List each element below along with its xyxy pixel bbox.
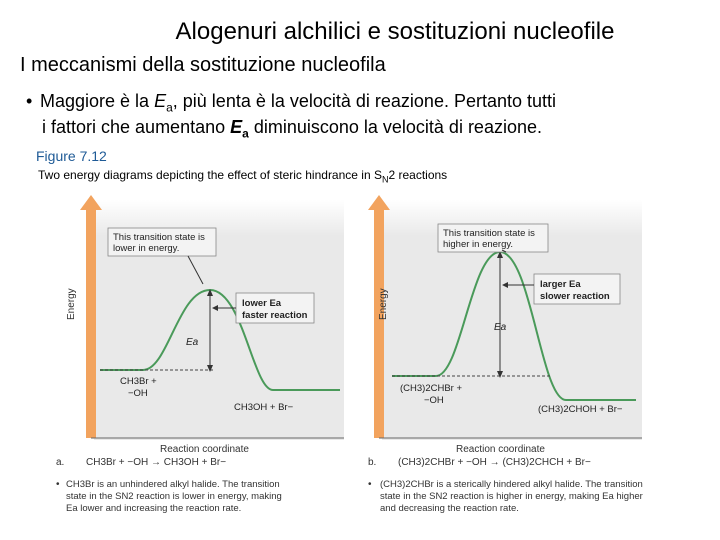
reactants-a-line-1: CH3Br + [120,376,157,387]
note-bullet-b: • [368,479,372,490]
products-a: CH3OH + Br− [234,402,294,413]
axis-label-energy-b: Energy [378,288,389,320]
reactants-b-line-1: (CH3)2CHBr + [400,383,463,394]
equation-a: CH3Br + −OH → CH3OH + Br− [86,457,227,468]
ea-label-a: Ea [186,337,199,348]
reactants-a-line-2: −OH [128,388,148,399]
note-b-line-2: state in the SN2 reaction is higher in energy, making Ea higher [380,491,643,502]
ea-label-b: Ea [494,322,507,333]
products-b: (CH3)2CHOH + Br− [538,404,623,415]
energy-diagram-b [356,190,696,520]
ea-box-b-line-1: larger Ea [540,279,581,290]
reactants-b-line-2: −OH [424,395,444,406]
note-a-line-1: CH3Br is an unhindered alkyl halide. The transition [66,479,280,490]
bullet-line-1: Maggiore è la $E_a$, più lenta è la velocità di reazione. Pertanto tutti [40,91,557,115]
energy-axis-arrow-shaft [86,208,96,438]
transition-state-text-b-1: This transition state is [443,228,535,239]
axis-label-energy: Energy [66,288,77,320]
axis-label-reaction-coordinate: Reaction coordinate [160,444,249,455]
ea-box-b-line-2: slower reaction [540,291,610,302]
transition-state-text-a-2: lower in energy. [113,243,180,254]
figure-caption: Two energy diagrams depicting the effect of steric hindrance in $S_N2$ reactions [38,168,448,185]
panel-letter-a: a. [56,457,65,468]
note-b-line-1: (CH3)2CHBr is a sterically hindered alkyl halide. The transition [380,479,643,490]
page-title: Alogenuri alchilici e sostituzioni nucleofile [175,18,615,45]
note-bullet-a: • [56,479,60,490]
panel-letter-b: b. [368,457,377,468]
energy-diagram-a [48,190,358,520]
equation-b: (CH3)2CHBr + −OH → (CH3)2CHCH + Br− [398,457,591,468]
note-b-line-3: and decreasing the reaction rate. [380,503,519,514]
transition-state-text-b-2: higher in energy. [443,239,514,250]
ea-box-a-line-1: lower Ea [242,298,282,309]
figure-label: Figure 7.12 [36,148,107,164]
page-subtitle: I meccanismi della sostituzione nucleofila [20,54,386,76]
transition-state-text-a-1: This transition state is [113,232,205,243]
note-a-line-2: state in the SN2 reaction is lower in energy, making [66,491,282,502]
ea-box-a-line-2: faster reaction [242,310,308,321]
note-a-line-3: Ea lower and increasing the reaction rate. [66,503,242,514]
energy-axis-arrow-shaft-b [374,208,384,438]
bullet-symbol: • [26,91,33,111]
axis-label-reaction-coordinate-b: Reaction coordinate [456,444,545,455]
bullet-line-2: i fattori che aumentano $E_a$ diminuiscono la velocità di reazione. [42,117,542,141]
